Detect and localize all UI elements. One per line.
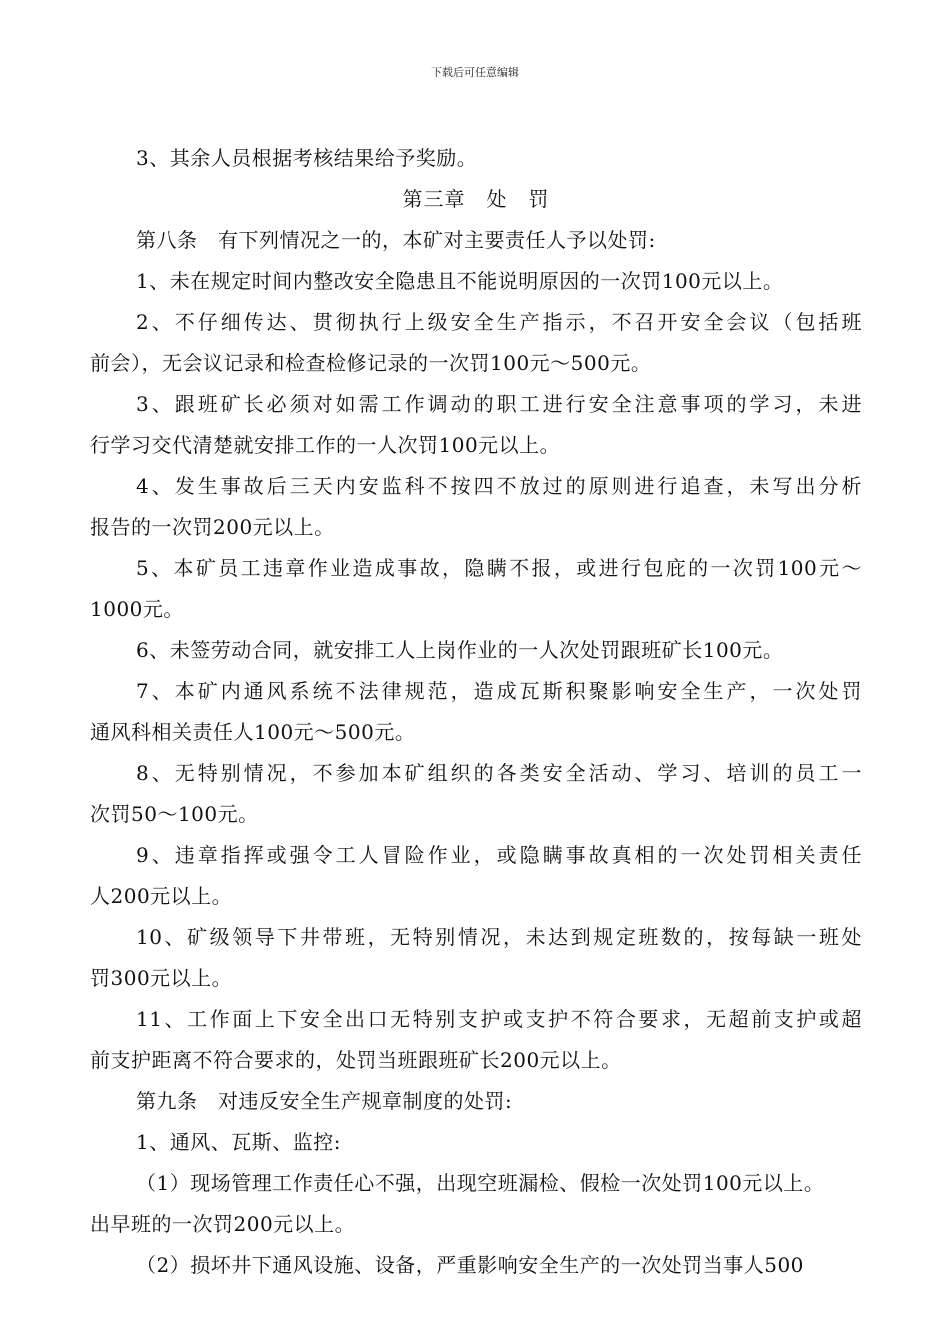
paragraph-line: 出早班的一次罚200元以上。: [90, 1212, 356, 1236]
paragraph-line: 5、本矿员工违章作业造成事故，隐瞒不报，或进行包庇的一次罚100元～: [136, 556, 862, 580]
paragraph-line: 3、其余人员根据考核结果给予奖励。: [136, 146, 478, 170]
paragraph-line: 7、本矿内通风系统不法律规范，造成瓦斯积聚影响安全生产，一次处罚: [136, 679, 862, 703]
paragraph-line: 1000元。: [90, 597, 184, 621]
paragraph-line: 10、矿级领导下井带班，无特别情况，未达到规定班数的，按每缺一班处: [136, 925, 862, 949]
header-note: 下载后可任意编辑: [431, 66, 519, 79]
paragraph-line: 前支护距离不符合要求的，处罚当班跟班矿长200元以上。: [90, 1048, 622, 1072]
paragraph-line: 人200元以上。: [90, 884, 233, 908]
paragraph-line: 9、违章指挥或强令工人冒险作业，或隐瞒事故真相的一次处罚相关责任: [136, 843, 862, 867]
paragraph-line: 1、通风、瓦斯、监控:: [136, 1130, 341, 1154]
paragraph-line: 通风科相关责任人100元～500元。: [90, 720, 416, 744]
paragraph-line: 8、无特别情况，不参加本矿组织的各类安全活动、学习、培训的员工一: [136, 761, 862, 785]
paragraph-line: 前会），无会议记录和检查检修记录的一次罚100元～500元。: [90, 351, 652, 375]
article-heading: 第九条 对违反安全生产规章制度的处罚:: [136, 1089, 513, 1113]
document-body: [90, 138, 862, 1286]
paragraph-line: 1、未在规定时间内整改安全隐患且不能说明原因的一次罚100元以上。: [136, 269, 784, 293]
paragraph-line: 行学习交代清楚就安排工作的一人次罚100元以上。: [90, 433, 561, 457]
paragraph-line: （1）现场管理工作责任心不强，出现空班漏检、假检一次处罚100元以上。: [136, 1171, 825, 1195]
paragraph-line: 6、未签劳动合同，就安排工人上岗作业的一人次处罚跟班矿长100元。: [136, 638, 784, 662]
paragraph-line: 次罚50～100元。: [90, 802, 259, 826]
paragraph-line: （2）损坏井下通风设施、设备，严重影响安全生产的一次处罚当事人500: [136, 1253, 804, 1277]
paragraph-line: 3、跟班矿长必须对如需工作调动的职工进行安全注意事项的学习，未进: [136, 392, 862, 416]
paragraph-line: 罚300元以上。: [90, 966, 233, 990]
paragraph-line: 4、发生事故后三天内安监科不按四不放过的原则进行追查，未写出分析: [136, 474, 862, 498]
article-heading: 第八条 有下列情况之一的，本矿对主要责任人予以处罚:: [136, 228, 656, 252]
paragraph-line: 11、工作面上下安全出口无特别支护或支护不符合要求，无超前支护或超: [136, 1007, 862, 1031]
paragraph-line: 2、不仔细传达、贯彻执行上级安全生产指示，不召开安全会议（包括班: [136, 310, 862, 334]
paragraph-line: 报告的一次罚200元以上。: [90, 515, 335, 539]
chapter-heading: 第三章 处 罚: [402, 187, 550, 211]
